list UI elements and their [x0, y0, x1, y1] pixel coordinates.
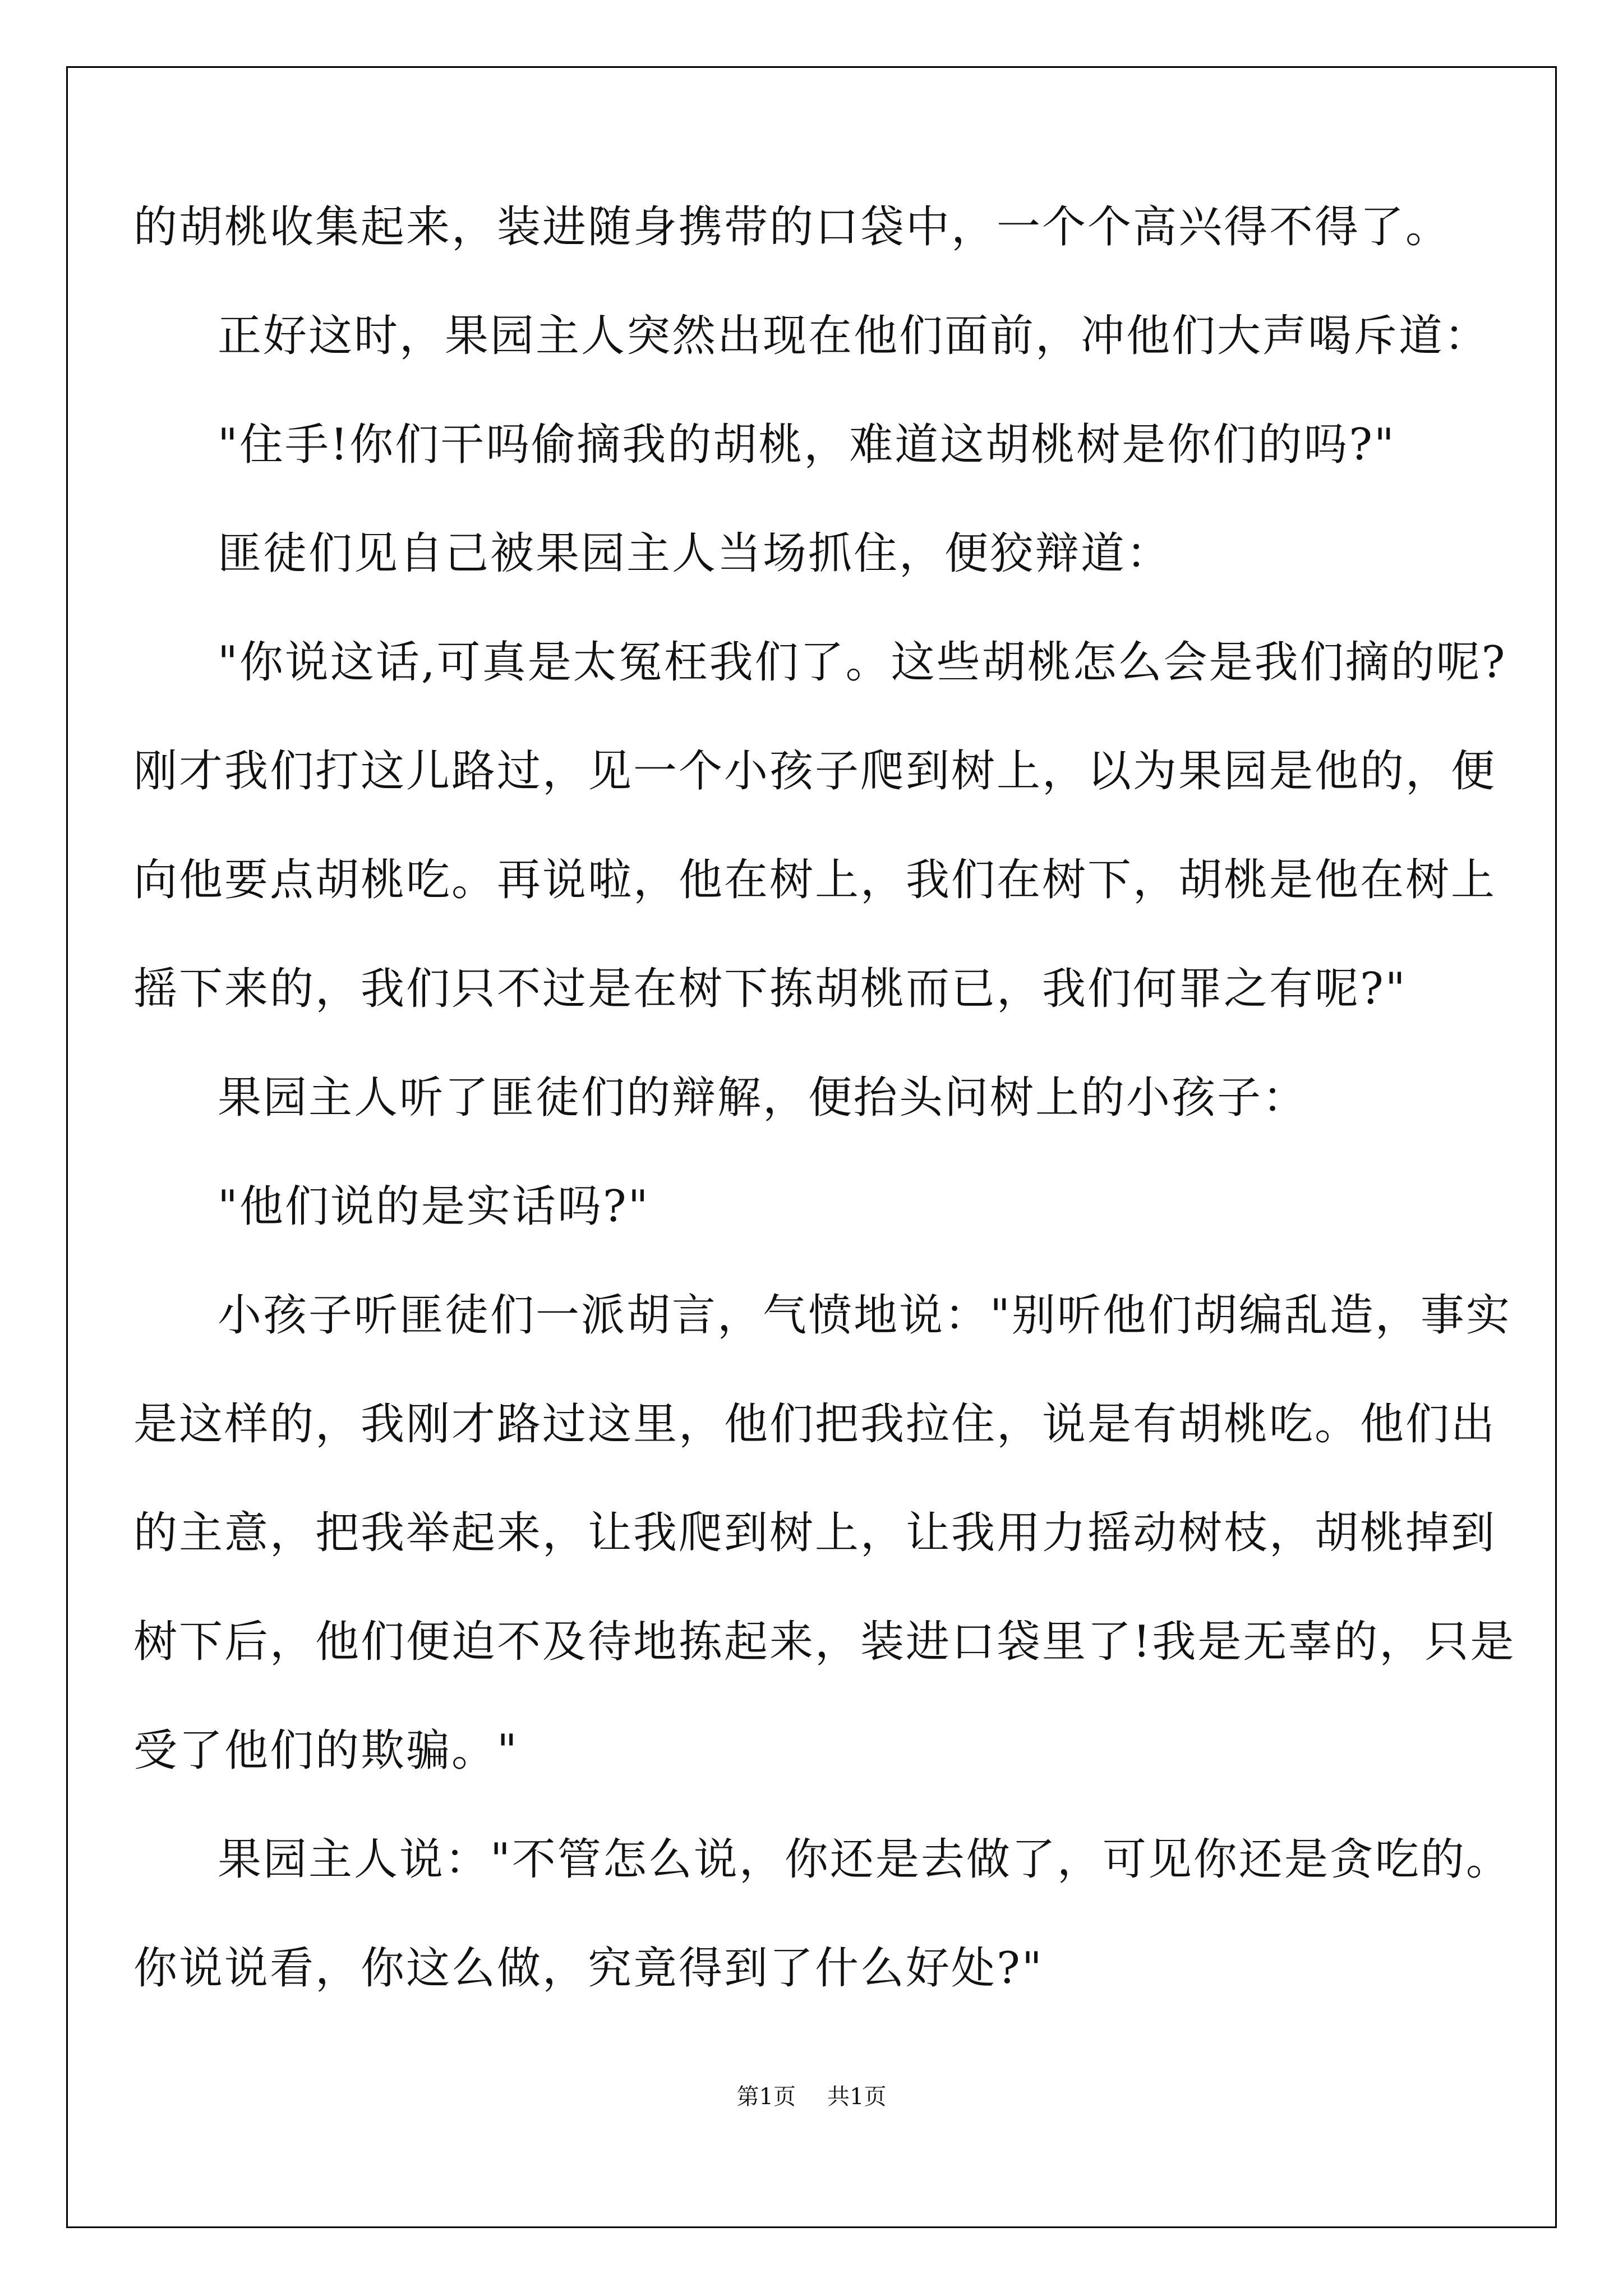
text-line: 果园主人听了匪徒们的辩解，便抬头问树上的小孩子：: [218, 1073, 1308, 1123]
text-line: 的胡桃收集起来，装进随身携带的口袋中，一个个高兴得不得了。: [133, 202, 1451, 252]
text-line: 果园主人说："不管怎么说，你还是去做了，可见你还是贪吃的。: [218, 1834, 1511, 1885]
text-line: 摇下来的，我们只不过是在树下拣胡桃而已，我们何罪之有呢?": [133, 964, 1407, 1014]
text-line: 受了他们的欺骗。": [133, 1726, 519, 1776]
text-line: 你说说看，你这么做，究竟得到了什么好处?": [133, 1943, 1044, 1994]
page-footer: [0, 2083, 1623, 2111]
page-number: 第1页: [736, 2084, 796, 2110]
text-line: 刚才我们打这儿路过，见一个小孩子爬到树上，以为果园是他的，便: [133, 746, 1497, 797]
text-line: "他们说的是实话吗?": [218, 1181, 650, 1232]
text-line: 正好这时，果园主人突然出现在他们面前，冲他们大声喝斥道：: [218, 311, 1490, 361]
text-line: 树下后，他们便迫不及待地拣起来，装进口袋里了!我是无辜的，只是: [133, 1617, 1516, 1667]
text-line: 是这样的，我刚才路过这里，他们把我拉住，说是有胡桃吃。他们出: [133, 1399, 1497, 1450]
text-line: 匪徒们见自己被果园主人当场抓住，便狡辩道：: [218, 528, 1172, 579]
page-total: 共1页: [827, 2084, 887, 2110]
text-line: 向他要点胡桃吃。再说啦，他在树上，我们在树下，胡桃是他在树上: [133, 855, 1497, 905]
text-line: 小孩子听匪徒们一派胡言，气愤地说："别听他们胡编乱造，事实: [218, 1290, 1511, 1341]
text-line: 的主意，把我举起来，让我爬到树上，让我用力摇动树枝，胡桃掉到: [133, 1508, 1497, 1558]
text-line: "你说这话,可真是太冤枉我们了。这些胡桃怎么会是我们摘的呢?: [218, 637, 1507, 688]
page-frame: [66, 66, 1557, 2228]
text-line: "住手!你们干吗偷摘我的胡桃，难道这胡桃树是你们的吗?": [218, 420, 1396, 470]
